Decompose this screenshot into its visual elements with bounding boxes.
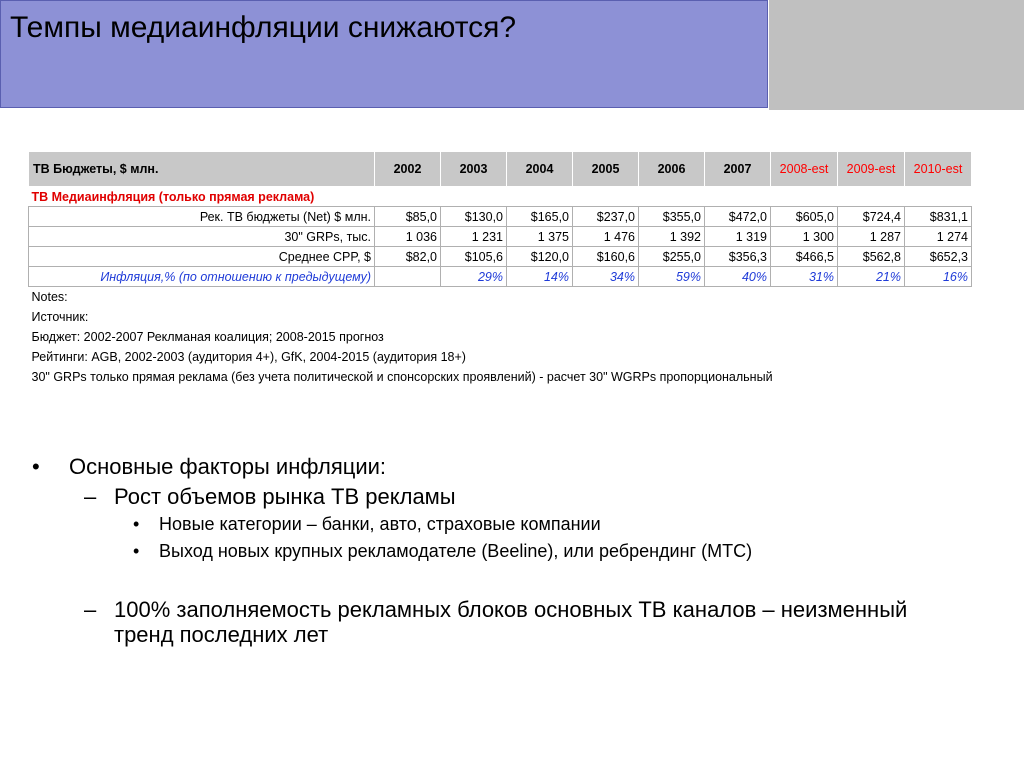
note-row — [29, 327, 972, 347]
table-cell: $237,0 — [573, 207, 639, 227]
bullet-level3-text: Новые категории – банки, авто, страховые компании — [159, 514, 601, 534]
table-cell: 1 476 — [573, 227, 639, 247]
bullet-marker: • — [133, 541, 140, 561]
table-cell: 1 375 — [507, 227, 573, 247]
table-cell: 1 231 — [441, 227, 507, 247]
year-header-estimate: 2008-est — [771, 152, 838, 187]
tv-budget-table — [28, 151, 972, 387]
table-cell: $82,0 — [375, 247, 441, 267]
year-header: 2006 — [639, 152, 705, 187]
bullet-marker: • — [32, 454, 40, 479]
title-banner — [0, 0, 768, 108]
table-cell: 40% — [705, 267, 771, 287]
year-header-estimate: 2010-est — [905, 152, 972, 187]
bullet-level3-text: Выход новых крупных рекламодателе (Beeline), или ребрендинг (МТС) — [159, 541, 753, 561]
dash-marker: – — [84, 484, 97, 509]
table-cell: $130,0 — [441, 207, 507, 227]
table-header-row — [29, 152, 972, 187]
table-cell: $562,8 — [838, 247, 905, 267]
row-label: Среднее CPP, $ — [29, 247, 375, 267]
note-text: Рейтинги: AGB, 2002-2003 (аудитория 4+), GfK, 2004-2015 (аудитория 18+) — [31, 350, 466, 364]
note-row — [29, 287, 972, 308]
table-cell: 34% — [573, 267, 639, 287]
table-cell: $356,3 — [705, 247, 771, 267]
table-cell: 16% — [905, 267, 972, 287]
table-cell: $605,0 — [771, 207, 838, 227]
table-cell: 1 392 — [639, 227, 705, 247]
table-cell: $160,6 — [573, 247, 639, 267]
bullet-level2-text: 100% заполняемость рекламных блоков основных ТВ каналов – неизменный тренд последних лет — [114, 597, 908, 647]
table-cell: $355,0 — [639, 207, 705, 227]
table-cell: 29% — [441, 267, 507, 287]
table-cell: 1 036 — [375, 227, 441, 247]
table-cell: $105,6 — [441, 247, 507, 267]
table-cell: 14% — [507, 267, 573, 287]
header-label: ТВ Бюджеты, $ млн. — [29, 152, 375, 187]
table-cell: $472,0 — [705, 207, 771, 227]
side-banner — [769, 0, 1024, 110]
bullet-level1-text: Основные факторы инфляции: — [69, 454, 387, 479]
note-text: 30" GRPs только прямая реклама (без учета политической и спонсорских проявлений) - расчет 30" WGRPs пропорциональный — [31, 370, 773, 384]
table-cell: $120,0 — [507, 247, 573, 267]
table-cell: $165,0 — [507, 207, 573, 227]
table-cell: 1 287 — [838, 227, 905, 247]
table-cell: 1 319 — [705, 227, 771, 247]
bullet-marker: • — [133, 514, 140, 534]
table-row — [29, 227, 972, 247]
slide-title: Темпы медиаинфляции снижаются? — [10, 11, 517, 44]
note-row — [29, 307, 972, 327]
year-header: 2007 — [705, 152, 771, 187]
table-cell: $466,5 — [771, 247, 838, 267]
year-header: 2002 — [375, 152, 441, 187]
table-cell: $652,3 — [905, 247, 972, 267]
table-cell: $724,4 — [838, 207, 905, 227]
note-text: Бюджет: 2002-2007 Реклманая коалиция; 2008-2015 прогноз — [31, 330, 384, 344]
note-text: Источник: — [31, 310, 89, 324]
year-header-estimate: 2009-est — [838, 152, 905, 187]
table-row — [29, 247, 972, 267]
note-row — [29, 347, 972, 367]
year-header: 2004 — [507, 152, 573, 187]
row-label: Инфляция,% (по отношению к предыдущему) — [29, 267, 375, 287]
row-label: Рек. ТВ бюджеты (Net) $ млн. — [29, 207, 375, 227]
table-cell: 31% — [771, 267, 838, 287]
table-cell: 1 274 — [905, 227, 972, 247]
bullet-level2-text: Рост объемов рынка ТВ рекламы — [114, 484, 456, 509]
dash-marker: – — [84, 597, 97, 622]
table-cell: 1 300 — [771, 227, 838, 247]
note-text: Notes: — [31, 290, 68, 304]
table-cell: 59% — [639, 267, 705, 287]
row-label: 30" GRPs, тыс. — [29, 227, 375, 247]
year-header: 2003 — [441, 152, 507, 187]
year-header: 2005 — [573, 152, 639, 187]
note-row — [29, 367, 972, 387]
section-title: ТВ Медиаинфляция (только прямая реклама) — [29, 187, 972, 207]
table-cell: 21% — [838, 267, 905, 287]
inflation-row — [29, 267, 972, 287]
table-cell — [375, 267, 441, 287]
table-cell: $255,0 — [639, 247, 705, 267]
table-row — [29, 207, 972, 227]
table-cell: $831,1 — [905, 207, 972, 227]
section-row — [29, 187, 972, 207]
table-cell: $85,0 — [375, 207, 441, 227]
